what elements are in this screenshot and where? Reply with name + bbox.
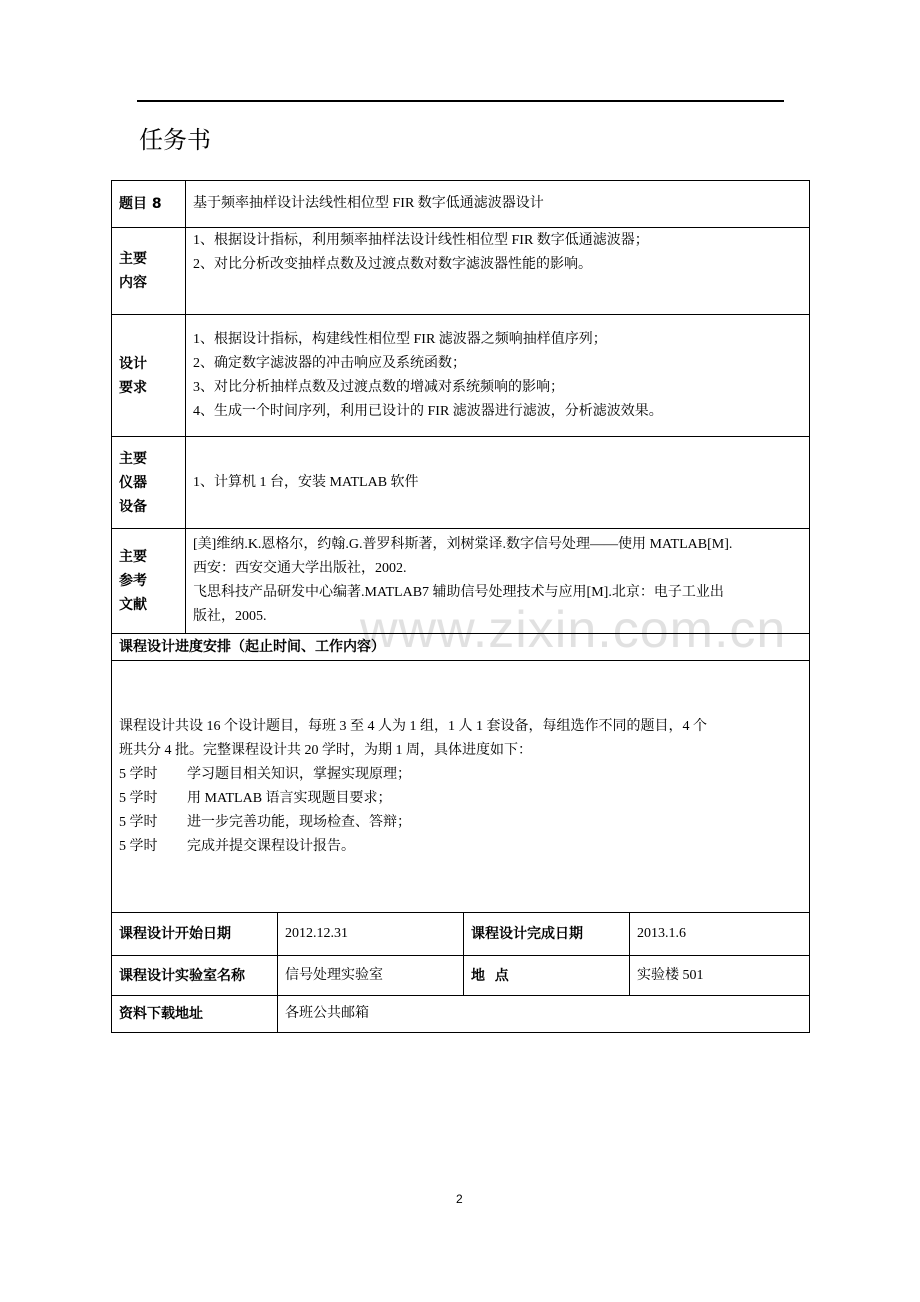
download-row xyxy=(112,996,810,1033)
label-line: 主要 xyxy=(119,251,147,267)
schedule-body xyxy=(112,661,810,913)
main-content-row xyxy=(112,228,810,315)
label-line: 主要 xyxy=(119,549,147,565)
schedule-item: 5 学时 用 MATLAB 语言实现题目要求； xyxy=(119,790,392,806)
requirement-line: 3、对比分析抽样点数及过渡点数的增减对系统频响的影响； xyxy=(193,379,564,395)
location-label: 地 点 xyxy=(464,956,630,996)
reference-line: 飞思科技产品研发中心编著.MATLAB7 辅助信号处理技术与应用[M].北京：电子工业出 xyxy=(193,585,724,600)
task-table xyxy=(111,180,810,1033)
label-line: 内容 xyxy=(119,275,147,291)
label-line: 仪器 xyxy=(119,474,147,491)
schedule-intro-line: 班共分 4 批。完整课程设计共 20 学时，为期 1 周，具体进度如下： xyxy=(119,742,532,758)
label-line: 要求 xyxy=(119,379,147,396)
requirement-line: 4、生成一个时间序列，利用已设计的 FIR 滤波器进行滤波，分析滤波效果。 xyxy=(193,403,663,419)
design-requirements-label xyxy=(112,315,186,437)
equipment-text xyxy=(186,437,810,529)
topic-value: 基于频率抽样设计法线性相位型 FIR 数字低通滤波器设计 xyxy=(186,181,810,228)
end-date-label: 课程设计完成日期 xyxy=(464,913,630,956)
lab-name-value: 信号处理实验室 xyxy=(278,956,464,996)
end-date-value: 2013.1.6 xyxy=(630,913,810,956)
schedule-intro-line: 课程设计共设 16 个设计题目，每班 3 至 4 人为 1 组，1 人 1 套设备，每组选作不同的题目，4 个 xyxy=(119,718,707,734)
download-label: 资料下载地址 xyxy=(112,996,278,1033)
dates-row xyxy=(112,913,810,956)
content-line: 2、对比分析改变抽样点数及过渡点数对数字滤波器性能的影响。 xyxy=(193,257,592,272)
schedule-body-row xyxy=(112,661,810,913)
equipment-label xyxy=(112,437,186,529)
main-content-label xyxy=(112,228,186,315)
reference-line: 版社，2005. xyxy=(193,609,267,624)
label-line: 参考 xyxy=(119,573,147,589)
location-value: 实验楼 501 xyxy=(630,956,810,996)
page-title: 任务书 xyxy=(139,126,211,154)
equipment-row xyxy=(112,437,810,529)
equipment-line: 1、计算机 1 台，安装 MATLAB 软件 xyxy=(193,474,419,490)
lab-name-label: 课程设计实验室名称 xyxy=(112,956,278,996)
label-line: 设备 xyxy=(119,498,147,515)
schedule-heading: 课程设计进度安排（起止时间、工作内容） xyxy=(112,634,810,661)
references-text xyxy=(186,529,810,634)
start-date-label: 课程设计开始日期 xyxy=(112,913,278,956)
design-requirements-row xyxy=(112,315,810,437)
reference-line: 西安：西安交通大学出版社，2002. xyxy=(193,561,407,576)
header-rule xyxy=(137,100,784,102)
start-date-value: 2012.12.31 xyxy=(278,913,464,956)
reference-line: [美]维纳.K.恩格尔，约翰.G.普罗科斯著，刘树棠译.数字信号处理——使用 MATLAB[M]. xyxy=(193,537,733,552)
page-number: 2 xyxy=(456,1192,463,1206)
download-value: 各班公共邮箱 xyxy=(278,996,810,1033)
references-label xyxy=(112,529,186,634)
label-line: 文献 xyxy=(119,597,147,613)
content-line: 1、根据设计指标，利用频率抽样法设计线性相位型 FIR 数字低通滤波器； xyxy=(193,233,649,248)
design-requirements-text xyxy=(186,315,810,437)
requirement-line: 2、确定数字滤波器的冲击响应及系统函数； xyxy=(193,355,466,371)
schedule-item: 5 学时 学习题目相关知识，掌握实现原理； xyxy=(119,766,411,782)
label-line: 设计 xyxy=(119,355,147,372)
requirement-line: 1、根据设计指标，构建线性相位型 FIR 滤波器之频响抽样值序列； xyxy=(193,331,607,347)
schedule-item: 5 学时 完成并提交课程设计报告。 xyxy=(119,838,355,854)
main-content-text xyxy=(186,228,810,315)
watermark: www.zixin.com.cn xyxy=(360,601,787,659)
schedule-item: 5 学时 进一步完善功能，现场检查、答辩； xyxy=(119,814,411,830)
topic-row xyxy=(112,181,810,228)
lab-row xyxy=(112,956,810,996)
topic-label: 题目 8 xyxy=(112,181,186,228)
label-line: 主要 xyxy=(119,450,147,467)
references-row xyxy=(112,529,810,634)
schedule-heading-row xyxy=(112,634,810,661)
